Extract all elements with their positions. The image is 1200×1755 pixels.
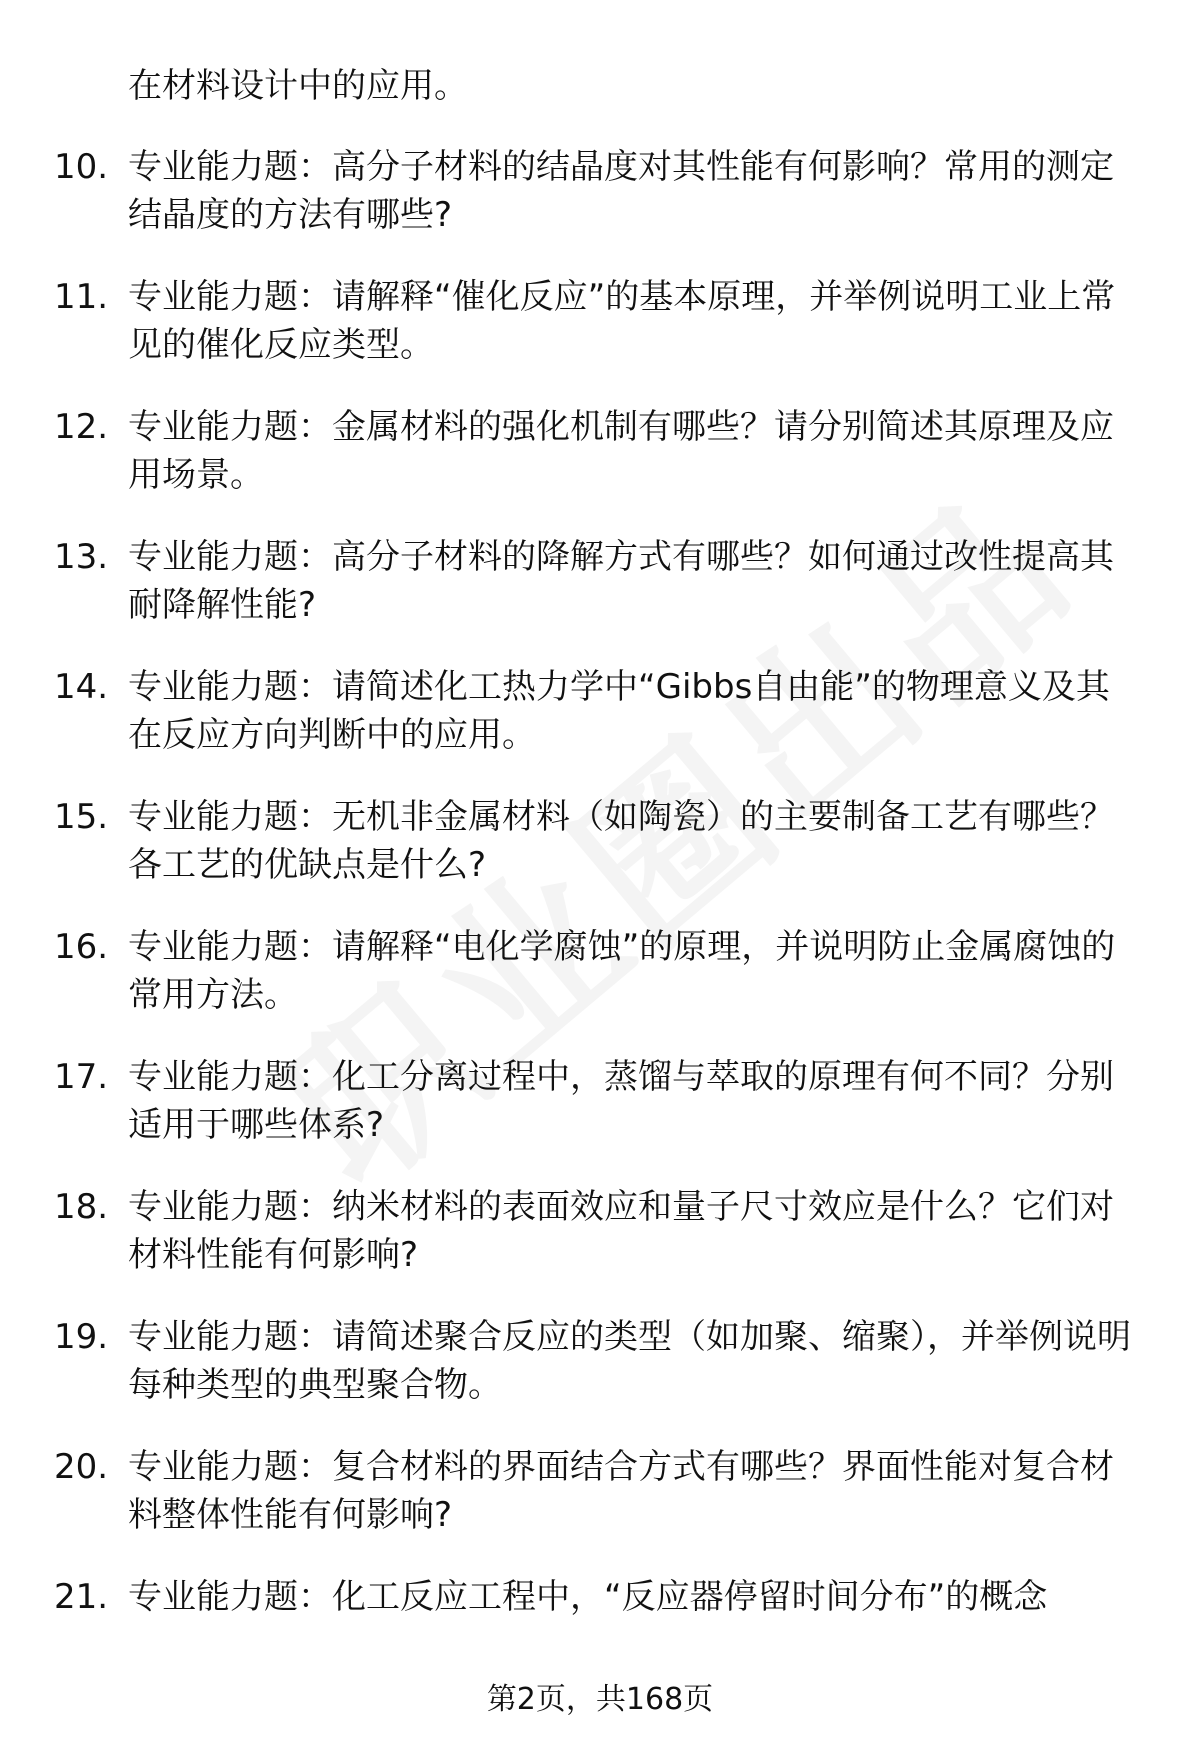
- list-item: [0, 663, 1200, 793]
- list-item: [0, 143, 1200, 273]
- list-item: [0, 533, 1200, 663]
- question-number: 17.: [54, 1057, 109, 1097]
- question-text: 专业能力题：请解释“电化学腐蚀”的原理，并说明防止金属腐蚀的常用方法。: [128, 927, 1116, 1015]
- question-number: 18.: [54, 1187, 109, 1227]
- question-number: 11.: [54, 277, 109, 317]
- list-item: [0, 923, 1200, 1053]
- question-number: 12.: [54, 407, 109, 447]
- list-item: [0, 1053, 1200, 1183]
- question-text: 专业能力题：请简述聚合反应的类型（如加聚、缩聚），并举例说明每种类型的典型聚合物。: [128, 1317, 1131, 1405]
- list-item: [0, 1183, 1200, 1313]
- question-number: 10.: [54, 147, 109, 187]
- question-text: 专业能力题：化工反应工程中，“反应器停留时间分布”的概念: [128, 1577, 1048, 1617]
- question-text: 专业能力题：金属材料的强化机制有哪些？请分别简述其原理及应用场景。: [128, 407, 1114, 495]
- question-text: 专业能力题：请简述化工热力学中“Gibbs自由能”的物理意义及其在反应方向判断中的应用。: [128, 667, 1110, 755]
- page-footer: 第2页，共168页: [486, 1682, 714, 1717]
- question-number: 13.: [54, 537, 109, 577]
- list-item: [0, 793, 1200, 923]
- list-item: [0, 1313, 1200, 1443]
- question-number: 15.: [54, 797, 109, 837]
- question-text: 专业能力题：请解释“催化反应”的基本原理，并举例说明工业上常见的催化反应类型。: [128, 277, 1116, 365]
- question-number: 21.: [54, 1577, 109, 1617]
- continued-text: 在材料设计中的应用。: [128, 66, 468, 106]
- question-list: [0, 143, 1200, 1703]
- question-text: 专业能力题：纳米材料的表面效应和量子尺寸效应是什么？它们对材料性能有何影响?: [128, 1187, 1114, 1275]
- question-text: 专业能力题：高分子材料的结晶度对其性能有何影响？常用的测定结晶度的方法有哪些?: [128, 147, 1114, 235]
- question-number: 16.: [54, 927, 109, 967]
- list-item: [0, 1443, 1200, 1573]
- question-number: 19.: [54, 1317, 109, 1357]
- question-text: 专业能力题：无机非金属材料（如陶瓷）的主要制备工艺有哪些？各工艺的优缺点是什么?: [128, 797, 1114, 885]
- question-number: 14.: [54, 667, 109, 707]
- question-text: 专业能力题：化工分离过程中，蒸馏与萃取的原理有何不同？分别适用于哪些体系?: [128, 1057, 1114, 1145]
- question-text: 专业能力题：高分子材料的降解方式有哪些？如何通过改性提高其耐降解性能?: [128, 537, 1114, 625]
- list-item: [0, 273, 1200, 403]
- list-item: [0, 403, 1200, 533]
- question-number: 20.: [54, 1447, 109, 1487]
- question-text: 专业能力题：复合材料的界面结合方式有哪些？界面性能对复合材料整体性能有何影响?: [128, 1447, 1114, 1535]
